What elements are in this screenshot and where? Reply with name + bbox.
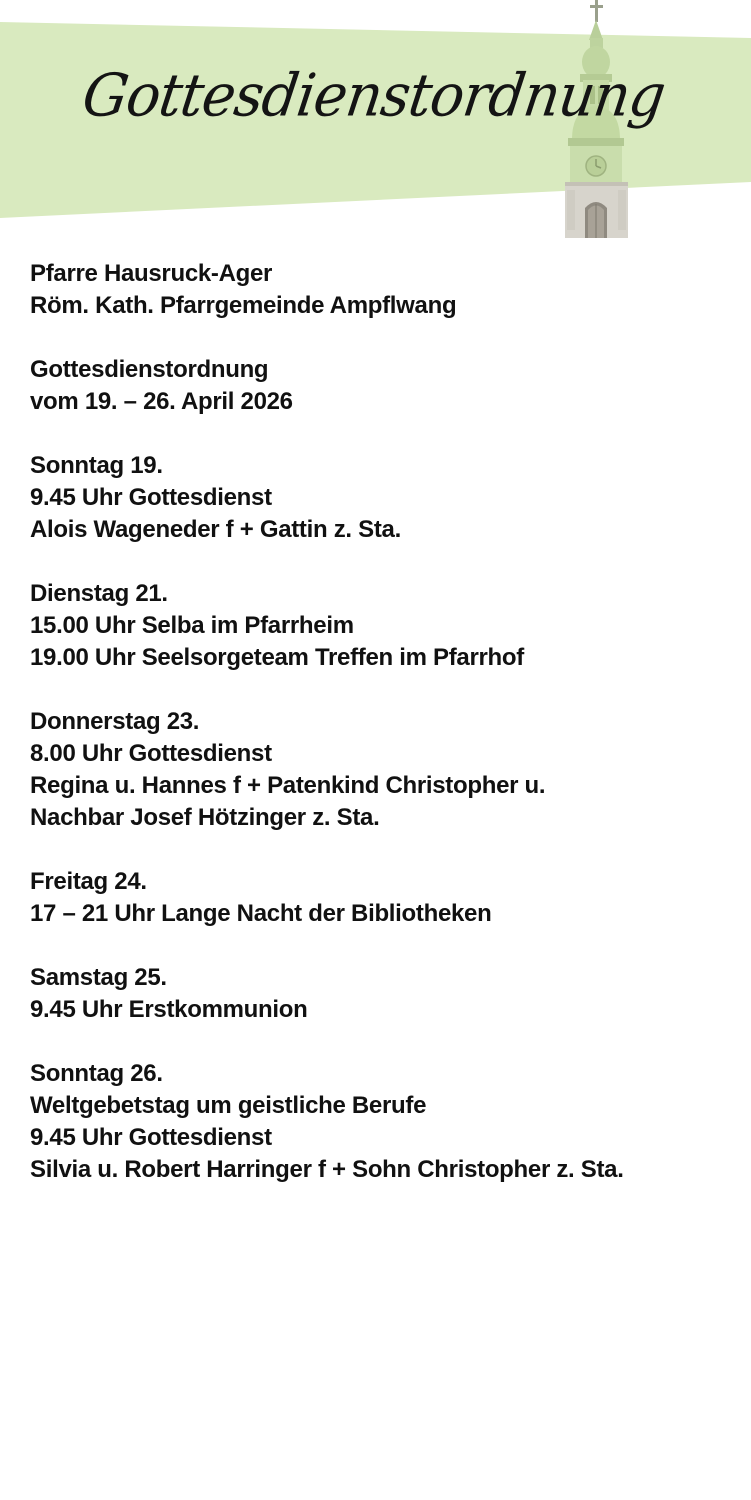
- day-block: [30, 962, 730, 1026]
- day-entry: 15.00 Uhr Selba im Pfarrheim: [30, 612, 354, 639]
- day-entry: 9.45 Uhr Gottesdienst: [30, 1124, 272, 1151]
- day-heading: Freitag 24.: [30, 868, 147, 895]
- spacer: [30, 834, 730, 866]
- day-block: [30, 866, 730, 930]
- day-heading: Sonntag 26.: [30, 1060, 163, 1087]
- community-name: Röm. Kath. Pfarrgemeinde Ampflwang: [30, 292, 457, 319]
- day-heading: Dienstag 21.: [30, 580, 168, 607]
- day-entry: Alois Wageneder f + Gattin z. Sta.: [30, 516, 401, 543]
- spacer: [30, 930, 730, 962]
- day-entry: 9.45 Uhr Gottesdienst: [30, 484, 272, 511]
- day-entry: Weltgebetstag um geistliche Berufe: [30, 1092, 427, 1119]
- day-block: [30, 578, 730, 674]
- schedule-period: vom 19. – 26. April 2026: [30, 388, 293, 415]
- spacer: [30, 1026, 730, 1058]
- schedule-content: [30, 258, 730, 1186]
- spacer: [30, 674, 730, 706]
- spacer: [30, 322, 730, 354]
- day-block: [30, 706, 730, 834]
- spacer: [30, 546, 730, 578]
- day-entry: Nachbar Josef Hötzinger z. Sta.: [30, 804, 380, 831]
- day-entry: 9.45 Uhr Erstkommunion: [30, 996, 308, 1023]
- header-banner: [0, 0, 751, 245]
- day-entry: 19.00 Uhr Seelsorgeteam Treffen im Pfarrhof: [30, 644, 524, 671]
- day-entry: 17 – 21 Uhr Lange Nacht der Bibliotheken: [30, 900, 492, 927]
- day-entry: Regina u. Hannes f + Patenkind Christopher u.: [30, 772, 546, 799]
- spacer: [30, 418, 730, 450]
- day-heading: Donnerstag 23.: [30, 708, 200, 735]
- day-entry: 8.00 Uhr Gottesdienst: [30, 740, 272, 767]
- schedule-heading: Gottesdienstordnung: [30, 356, 269, 383]
- page-title: Gottesdienstordnung: [78, 62, 669, 131]
- day-block: [30, 450, 730, 546]
- day-heading: Samstag 25.: [30, 964, 167, 991]
- parish-name: Pfarre Hausruck-Ager: [30, 260, 273, 287]
- day-entry: Silvia u. Robert Harringer f + Sohn Christopher z. Sta.: [30, 1156, 624, 1183]
- day-block: [30, 1058, 730, 1186]
- day-heading: Sonntag 19.: [30, 452, 163, 479]
